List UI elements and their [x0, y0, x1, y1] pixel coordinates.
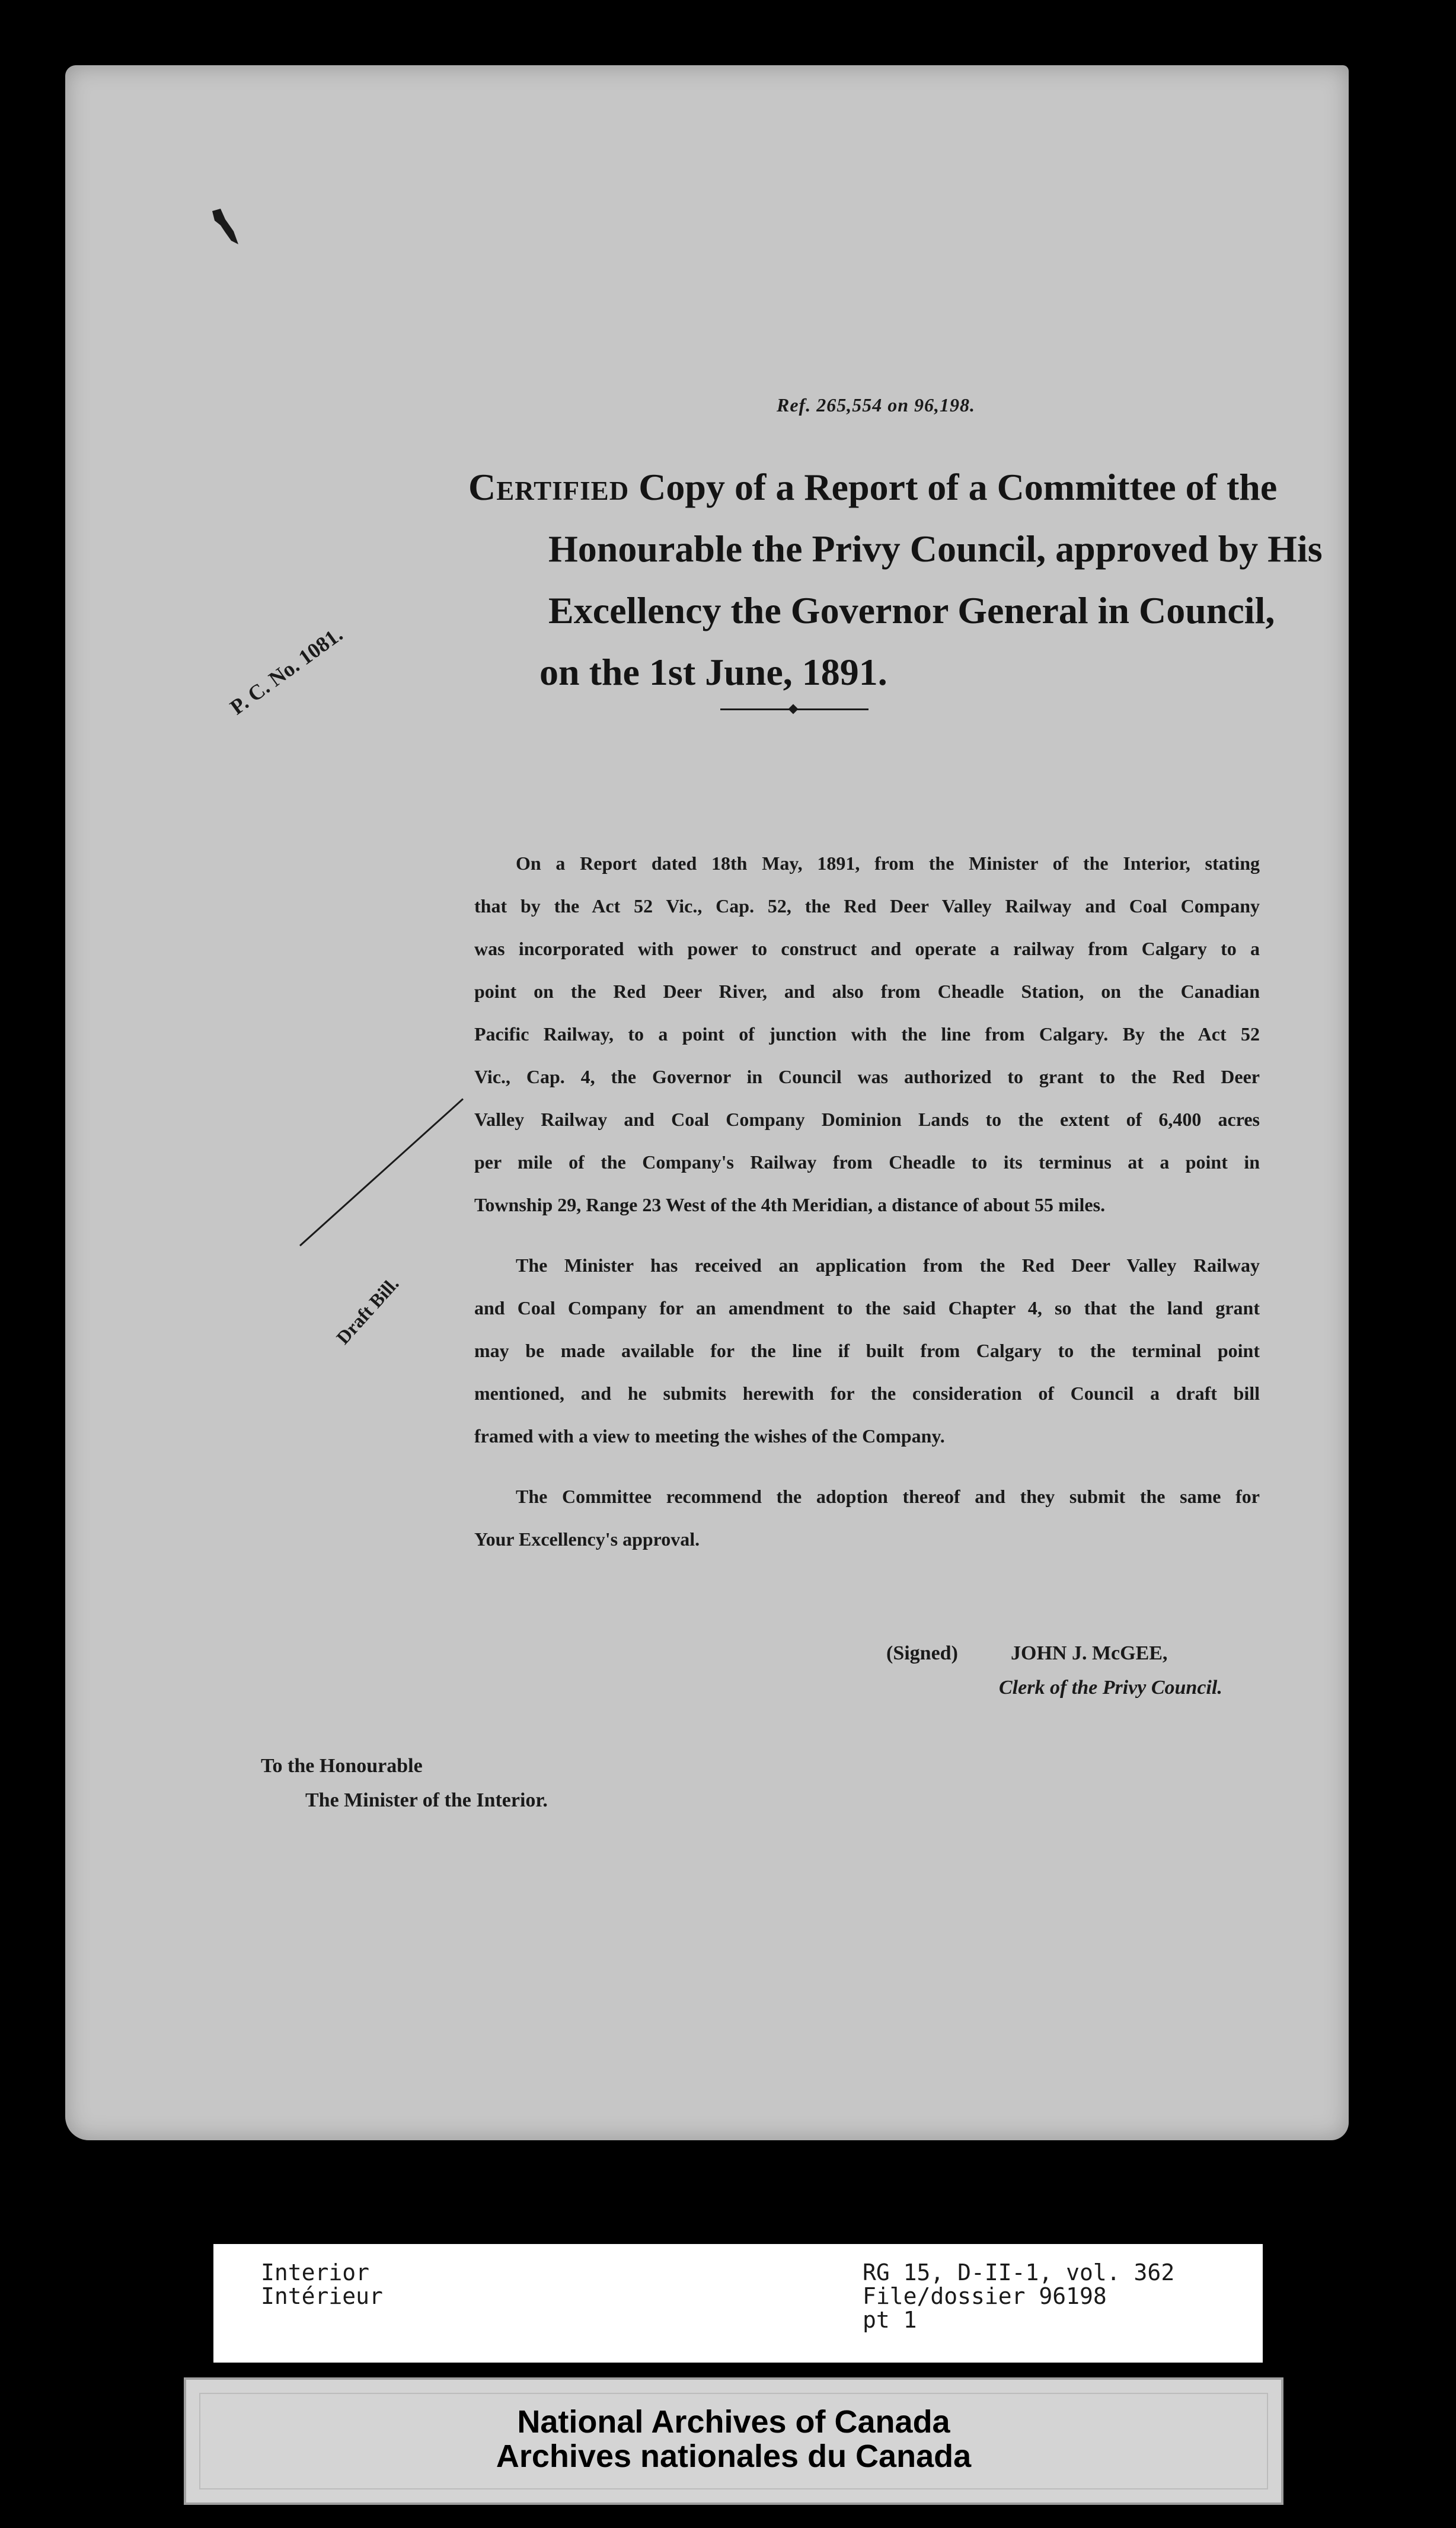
- reference-number: Ref. 265,554 on 96,198.: [777, 394, 975, 416]
- department-names: [261, 2261, 383, 2308]
- archive-name-banner: [184, 2377, 1283, 2505]
- title-line-2: Honourable the Privy Council, approved by His: [548, 528, 1323, 570]
- title-line-4: on the 1st June, 1891.: [539, 651, 887, 693]
- title-line-1: Copy of a Report of a Committee of the: [629, 466, 1278, 508]
- signatory-name: JOHN J. McGEE,: [1011, 1642, 1168, 1664]
- paragraph-3: [474, 1475, 1260, 1560]
- text-line: Pacific Railway, to a point of junction with the line from Calgary. By the Act 52: [474, 1023, 1260, 1045]
- text-line: and Coal Company for an amendment to the said Chapter 4, so that the land grant: [474, 1297, 1260, 1319]
- pc-number-stamp: P. C. No. 1081.: [225, 622, 347, 720]
- addressee-line-1: To the Honourable: [261, 1755, 423, 1777]
- text-line: The Minister has received an application from the Red Deer Valley Railway: [516, 1255, 1260, 1276]
- text-line: On a Report dated 18th May, 1891, from the Minister of the Interior, stating: [516, 853, 1260, 874]
- archive-name-en: National Archives of Canada: [517, 2404, 950, 2440]
- department-fr: Intérieur: [261, 2283, 383, 2309]
- text-line: point on the Red Deer River, and also from Cheadle Station, on the Canadian: [474, 981, 1260, 1002]
- draft-bill-note: Draft Bill.: [332, 1272, 403, 1349]
- record-group-info: [863, 2261, 1174, 2332]
- signed-label: (Signed): [886, 1642, 958, 1664]
- signature-block: [886, 1636, 1222, 1705]
- text-line: may be made available for the line if built from Calgary to the terminal point: [474, 1340, 1260, 1361]
- paragraph-2: [474, 1244, 1260, 1457]
- paragraph-1: [474, 842, 1260, 1226]
- text-line: that by the Act 52 Vic., Cap. 52, the Red Deer Valley Railway and Coal Company: [474, 895, 1260, 917]
- addressee-line-2: The Minister of the Interior.: [305, 1789, 548, 1811]
- ink-mark-icon: [207, 208, 243, 249]
- part-number: pt 1: [863, 2307, 917, 2333]
- department-en: Interior: [261, 2259, 370, 2286]
- report-body: [474, 842, 1260, 1578]
- text-line: Township 29, Range 23 West of the 4th Meridian, a distance of about 55 miles.: [474, 1194, 1106, 1215]
- record-group: RG 15, D-II-1, vol. 362: [863, 2259, 1175, 2286]
- text-line: Your Excellency's approval.: [474, 1528, 700, 1550]
- file-number: File/dossier 96198: [863, 2283, 1107, 2309]
- title-line-3: Excellency the Governor General in Council,: [548, 589, 1275, 631]
- text-line: The Committee recommend the adoption thereof and they submit the same for: [516, 1486, 1260, 1507]
- archival-reference-label: [213, 2244, 1263, 2363]
- signatory-title: Clerk of the Privy Council.: [999, 1677, 1222, 1699]
- text-line: per mile of the Company's Railway from Cheadle to its terminus at a point in: [474, 1151, 1260, 1173]
- title-certified: Certified: [468, 466, 630, 508]
- archive-name-fr: Archives nationales du Canada: [496, 2438, 972, 2474]
- addressee-block: [261, 1749, 548, 1818]
- text-line: was incorporated with power to construct and operate a railway from Calgary to a: [474, 938, 1260, 959]
- text-line: mentioned, and he submits herewith for the consideration of Council a draft bill: [474, 1383, 1260, 1404]
- document-title: [468, 457, 1358, 703]
- text-line: Valley Railway and Coal Company Dominion Lands to the extent of 6,400 acres: [474, 1109, 1260, 1130]
- text-line: framed with a view to meeting the wishes of the Company.: [474, 1425, 945, 1447]
- text-line: Vic., Cap. 4, the Governor in Council was authorized to grant to the Red Deer: [474, 1066, 1260, 1087]
